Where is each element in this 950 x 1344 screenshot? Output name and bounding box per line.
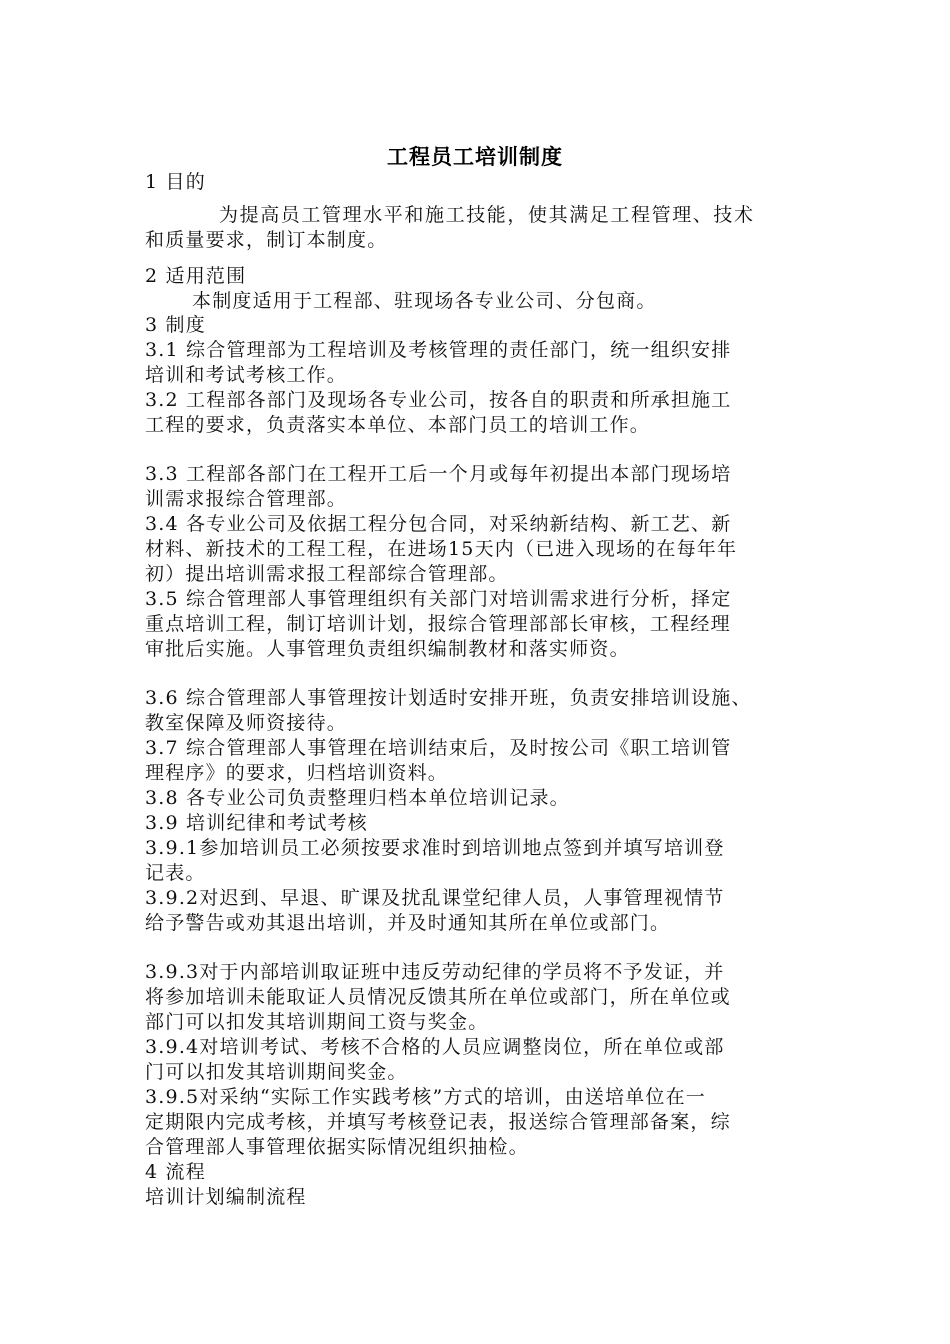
clause-line: 工程的要求，负责落实本单位、本部门员工的培训工作。 [145, 414, 651, 436]
subsection-heading-plan: 培训计划编制流程 [145, 1186, 307, 1208]
clause-line: 记表。 [145, 862, 206, 884]
clause-line: 3.9.5对采纳“实际工作实践考核”方式的培训，由送培单位在一 [145, 1086, 706, 1108]
clause-line: 3.5 综合管理部人事管理组织有关部门对培训需求进行分析，择定 [145, 588, 732, 610]
section-heading-process: 4 流程 [145, 1161, 206, 1183]
section-heading-system: 3 制度 [145, 314, 206, 336]
section-heading-purpose: 1 目的 [145, 171, 206, 193]
clause-line: 理程序》的要求，归档培训资料。 [145, 762, 449, 784]
clause-line: 将参加培训未能取证人员情况反馈其所在单位或部门，所在单位或 [145, 986, 731, 1008]
document-title: 工程员工培训制度 [387, 145, 563, 169]
clause-line: 3.9 培训纪律和考试考核 [145, 812, 368, 834]
clause-line: 3.1 综合管理部为工程培训及考核管理的责任部门，统一组织安排 [145, 339, 732, 361]
clause-line: 材料、新技术的工程工程，在进场15天内（已进入现场的在每年年 [145, 538, 738, 560]
clause-line: 训需求报综合管理部。 [145, 488, 348, 510]
clause-line: 教室保障及师资接待。 [145, 712, 348, 734]
clause-line: 重点培训工程，制订培训计划，报综合管理部部长审核，工程经理 [145, 613, 731, 635]
clause-line: 定期限内完成考核，并填写考核登记表，报送综合管理部备案，综 [145, 1111, 731, 1133]
clause-line: 3.9.4对培训考试、考核不合格的人员应调整岗位，所在单位或部 [145, 1036, 725, 1058]
clause-line: 初）提出培训需求报工程部综合管理部。 [145, 563, 509, 585]
clause-line: 培训和考试考核工作。 [145, 364, 348, 386]
clause-line: 给予警告或劝其退出培训，并及时通知其所在单位或部门。 [145, 912, 671, 934]
clause-line: 3.2 工程部各部门及现场各专业公司，按各自的职责和所承担施工 [145, 389, 732, 411]
clause-line: 合管理部人事管理依据实际情况组织抽检。 [145, 1136, 529, 1158]
clause-line: 3.7 综合管理部人事管理在培训结束后，及时按公司《职工培训管 [145, 737, 732, 759]
clause-line: 3.9.1参加培训员工必须按要求准时到培训地点签到并填写培训登 [145, 837, 725, 859]
clause-line: 部门可以扣发其培训期间工资与奖金。 [145, 1011, 489, 1033]
clause-line: 门可以扣发其培训期间奖金。 [145, 1061, 408, 1083]
clause-line: 3.8 各专业公司负责整理归档本单位培训记录。 [145, 787, 570, 809]
paragraph-line: 和质量要求，制订本制度。 [145, 229, 388, 251]
clause-line: 3.3 工程部各部门在工程开工后一个月或每年初提出本部门现场培 [145, 463, 732, 485]
clause-line: 3.9.2对迟到、早退、旷课及扰乱课堂纪律人员，人事管理视情节 [145, 887, 725, 909]
clause-line: 审批后实施。人事管理负责组织编制教材和落实师资。 [145, 638, 630, 660]
paragraph-line: 本制度适用于工程部、驻现场各专业公司、分包商。 [192, 290, 657, 312]
clause-line: 3.4 各专业公司及依据工程分包合同，对采纳新结构、新工艺、新 [145, 513, 732, 535]
section-heading-scope: 2 适用范围 [145, 265, 247, 287]
paragraph-line: 为提高员工管理水平和施工技能，使其满足工程管理、技术 [219, 204, 755, 226]
clause-line: 3.6 综合管理部人事管理按计划适时安排开班，负责安排培训设施、 [145, 687, 752, 709]
clause-line: 3.9.3对于内部培训取证班中违反劳动纪律的学员将不予发证，并 [145, 961, 725, 983]
